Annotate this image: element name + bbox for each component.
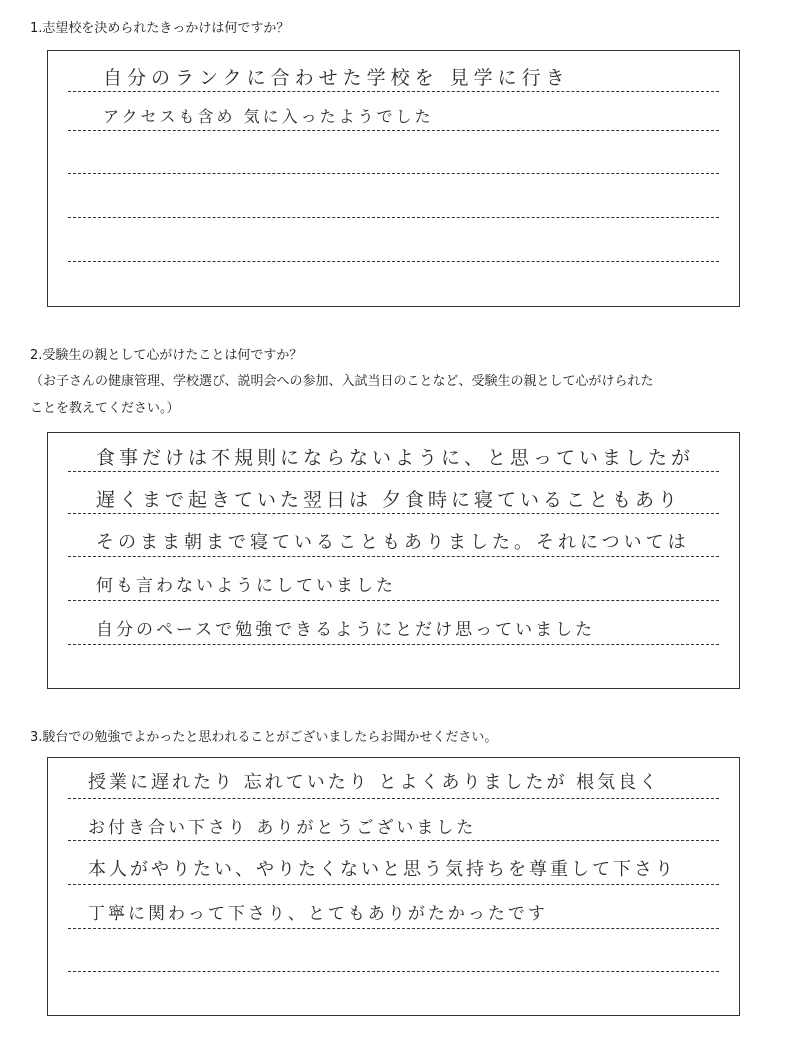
ruled-line <box>68 556 719 557</box>
ruled-line <box>68 513 719 514</box>
answer-line: 食事だけは不規則にならないように、と思っていましたが <box>96 447 695 469</box>
ruled-line <box>68 840 719 841</box>
ruled-line <box>68 971 719 972</box>
answer-line: アクセスも含め 気に入ったようでした <box>103 107 434 126</box>
ruled-line <box>68 217 719 218</box>
answer-line: 遅くまで起きていた翌日は 夕食時に寝ていることもあり <box>96 489 682 511</box>
answer-line: 授業に遅れたり 忘れていたり とよくありましたが 根気良く <box>88 772 661 793</box>
answer-line: そのまま朝まで寝ていることもありました。それについては <box>96 532 690 553</box>
question-2-note: ことを教えてください。） <box>30 401 180 416</box>
ruled-line <box>68 884 719 885</box>
ruled-line <box>68 130 719 131</box>
ruled-line <box>68 471 719 472</box>
ruled-line <box>68 928 719 929</box>
answer-box-1 <box>47 50 740 307</box>
ruled-line <box>68 173 719 174</box>
ruled-line <box>68 261 719 262</box>
answer-line: 丁寧に関わって下さり、とてもありがたかったです <box>88 904 548 924</box>
answer-line: 自分のペースで勉強できるようにとだけ思っていました <box>96 620 596 640</box>
answer-line: 本人がやりたい、やりたくないと思う気持ちを尊重して下さり <box>88 859 676 880</box>
ruled-line <box>68 644 719 645</box>
question-3: 3.駿台での勉強でよかったと思われることがございましたらお聞かせください。 <box>30 730 498 745</box>
ruled-line <box>68 600 719 601</box>
ruled-line <box>68 91 719 92</box>
ruled-line <box>68 798 719 799</box>
answer-box-2 <box>47 432 740 689</box>
answer-line: 自分のランクに合わせた学校を 見学に行き <box>103 67 570 89</box>
answer-box-3 <box>47 757 740 1016</box>
answer-line: お付き合い下さり ありがとうございました <box>88 818 477 838</box>
question-2: 2.受験生の親として心がけたことは何ですか？ <box>30 348 303 363</box>
question-2-note: （お子さんの健康管理、学校選び、説明会への参加、入試当日のことなど、受験生の親として心がけられた <box>30 374 654 389</box>
answer-line: 何も言わないようにしていました <box>96 576 396 596</box>
question-1: 1.志望校を決められたきっかけは何ですか？ <box>30 21 290 36</box>
